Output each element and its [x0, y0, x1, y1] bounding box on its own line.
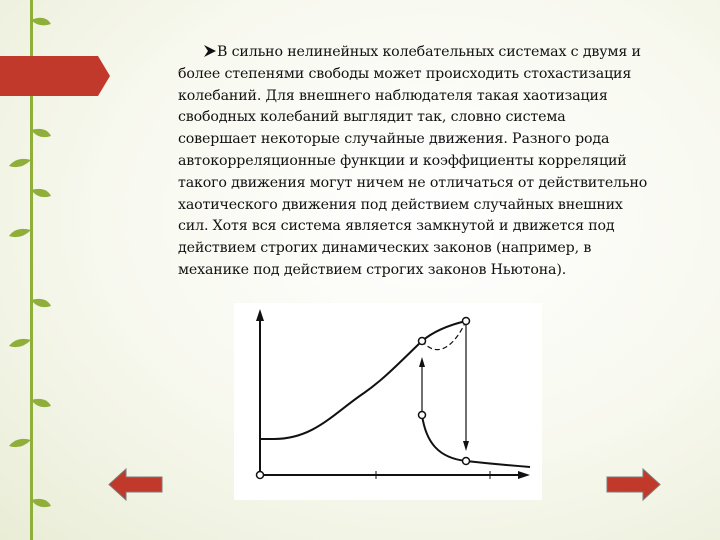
next-slide-button[interactable]: [606, 467, 661, 502]
hysteresis-graph: [234, 303, 542, 500]
body-paragraph: В сильно нелинейных колебательных системах с двумя и более степенями свободы может происходить стохастизация колебаний. Для внешнего наблюдателя такая хаотизация свободных колебаний выглядит так, словно система совершает некоторые случайные движения. Разного рода автокорреляционные функции и коэффициенты корреляций такого движения могут ничем не отличаться от действительно хаотического движения под действием случайных внешних сил. Хотя вся система является замкнутой и движется под действием строгих динамических законов (например, в механике под действием строгих законов Ньютона).: [178, 44, 648, 278]
prev-slide-button[interactable]: [108, 467, 163, 502]
title-banner: [0, 56, 110, 96]
